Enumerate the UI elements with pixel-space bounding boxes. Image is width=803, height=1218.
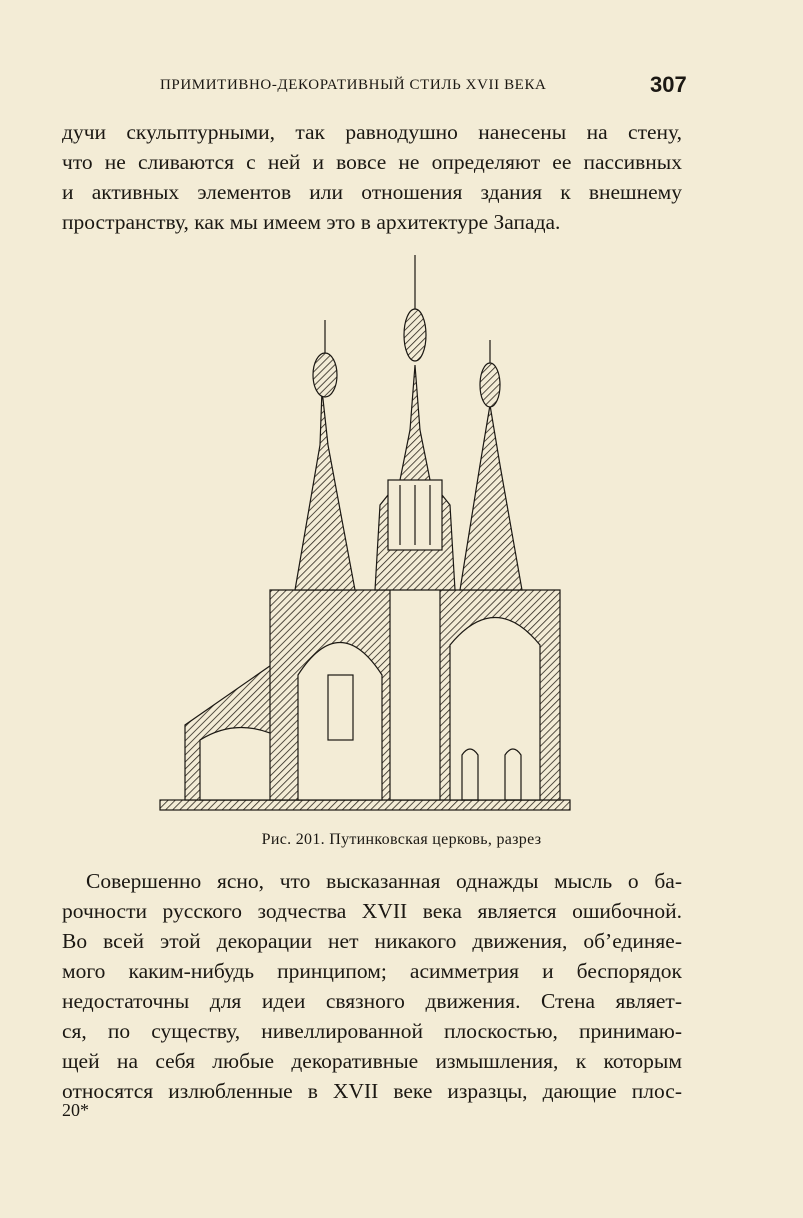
running-title: ПРИМИТИВНО-ДЕКОРАТИВНЫЙ СТИЛЬ XVII ВЕКА bbox=[160, 77, 547, 93]
nave-vault-right bbox=[450, 618, 540, 801]
left-onion bbox=[313, 353, 337, 397]
left-tent bbox=[295, 390, 355, 590]
text-line: что не сливаются с ней и вовсе не определяют ее пассивных bbox=[62, 150, 682, 174]
nave-vault-left bbox=[298, 643, 382, 801]
text-line: недостаточны для идеи связного движения. Стена являет- bbox=[62, 989, 682, 1013]
page-number: 307 bbox=[650, 72, 687, 97]
text-line: рочности русского зодчества XVII века является ошибочной. bbox=[62, 899, 682, 923]
paragraph-top bbox=[62, 117, 682, 237]
central-shaft bbox=[390, 563, 440, 801]
central-tent bbox=[375, 365, 455, 590]
central-onion bbox=[404, 309, 426, 361]
ground-line bbox=[160, 800, 570, 810]
text-line: дучи скульптурными, так равнодушно нанесены на стену, bbox=[62, 120, 682, 144]
paragraph-bottom bbox=[62, 866, 682, 1106]
text-line: Во всей этой декорации нет никакого движения, об’единяе- bbox=[62, 929, 682, 953]
text-line: мого каким-нибудь принципом; асимметрия и беспорядок bbox=[62, 959, 682, 983]
text-line: Совершенно ясно, что высказанная однажды мысль о ба- bbox=[86, 869, 682, 893]
figure-caption: Рис. 201. Путинковская церковь, разрез bbox=[261, 831, 542, 848]
signature-mark: 20* bbox=[62, 1100, 89, 1120]
text-line: относятся излюбленные в XVII веке изразцы, дающие плос- bbox=[62, 1079, 682, 1103]
text-line: и активных элементов или отношения здания к внешнему bbox=[62, 180, 682, 204]
text-line: щей на себя любые декоративные измышления, к которым bbox=[62, 1049, 682, 1073]
text-line: пространству, как мы имеем это в архитектуре Запада. bbox=[62, 210, 561, 234]
right-tent bbox=[460, 405, 522, 590]
text-line: ся, по существу, нивеллированной плоскостью, принимаю- bbox=[62, 1019, 682, 1043]
church-section-drawing bbox=[150, 245, 580, 825]
right-onion bbox=[480, 363, 500, 407]
